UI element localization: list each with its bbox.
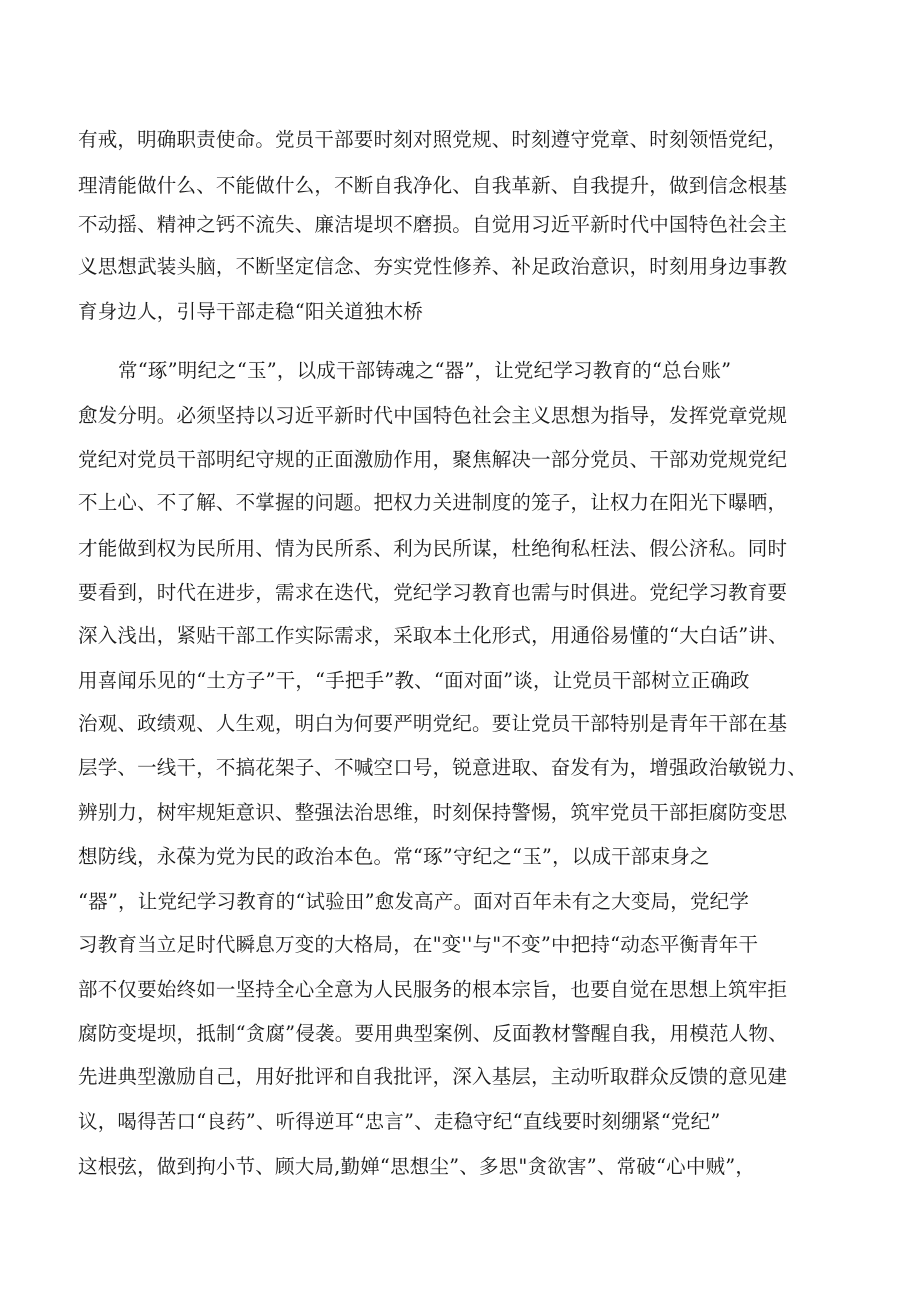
text-line: 议，喝得苦口“良药”、听得逆耳“忠言”、走稳守纪“直线要时刻绷紧“党纪” — [78, 1110, 721, 1133]
text-line: 腐防变堤坝，抵制“贪腐”侵袭。要用典型案例、反面教材警醒自我，用模范人物、 — [78, 1022, 788, 1045]
text-line: 有戒，明确职责使命。党员干部要时刻对照党规、时刻遵守党章、时刻领悟党纪， — [78, 128, 788, 151]
text-line: 义思想武装头脑，不断坚定信念、夯实党性修养、补足政治意识，时刻用身边事教 — [78, 255, 788, 278]
text-line: 不动摇、精神之钙不流失、廉洁堤坝不磨损。自觉用习近平新时代中国特色社会主 — [78, 213, 788, 236]
text-line: “器”，让党纪学习教育的“试验田”愈发高产。面对百年未有之大变局，党纪学 — [78, 890, 750, 913]
text-line: 要看到，时代在进步，需求在迭代，党纪学习教育也需与时俱进。党纪学习教育要 — [78, 581, 788, 604]
text-line: 不上心、不了解、不掌握的问题。把权力关进制度的笼子，让权力在阳光下曝晒， — [78, 491, 788, 514]
text-line: 愈发分明。必须坚持以习近平新时代中国特色社会主义思想为指导，发挥党章党规 — [78, 404, 788, 427]
text-line: 理清能做什么、不能做什么，不断自我净化、自我革新、自我提升，做到信念根基 — [78, 174, 788, 197]
text-line: 层学、一线干，不搞花架子、不喊空口号，锐意进取、奋发有为，增强政治敏锐力、 — [78, 756, 807, 779]
text-line: 辨别力，树牢规矩意识、整强法治思维，时刻保持警惕，筑牢党员干部拒腐防变思 — [78, 801, 788, 824]
text-line: 这根弦，做到拘小节、顾大局,勤婵“思想尘”、多思"贪欲害”、常破“心中贼”， — [78, 1155, 756, 1178]
text-line: 治观、政绩观、人生观，明白为何要严明党纪。要让党员干部特别是青年干部在基 — [78, 712, 788, 735]
paragraph-first-line: 常“琢”明纪之“玉”，以成干部铸魂之“器”，让党纪学习教育的“总台账” — [118, 359, 732, 382]
text-line: 习教育当立足时代瞬息万变的大格局，在"变''与"不变”中把持“动态平衡青年干 — [78, 933, 759, 956]
text-line: 育身边人，引导干部走稳“阳关道独木桥 — [78, 300, 424, 323]
text-line: 党纪对党员干部明纪守规的正面激励作用，聚焦解决一部分党员、干部劝党规党纪 — [78, 448, 788, 471]
text-line: 先进典型激励自己，用好批评和自我批评，深入基层，主动听取群众反馈的意见建 — [78, 1065, 788, 1088]
text-line: 部不仅要始终如一坚持全心全意为人民服务的根本宗旨，也要自觉在思想上筑牢拒 — [78, 978, 788, 1001]
text-line: 深入浅出，紧贴干部工作实际需求，采取本土化形式，用通俗易懂的“大白话”讲、 — [78, 624, 788, 647]
text-line: 用喜闻乐见的“土方子”干，“手把手”教、“面对面”谈，让党员干部树立正确政 — [78, 669, 750, 692]
text-line: 才能做到权为民所用、情为民所系、利为民所谋，杜绝徇私枉法、假公济私。同时 — [78, 537, 788, 560]
text-line: 想防线，永葆为党为民的政治本色。常“琢”守纪之“玉”，以成干部束身之 — [78, 845, 710, 868]
